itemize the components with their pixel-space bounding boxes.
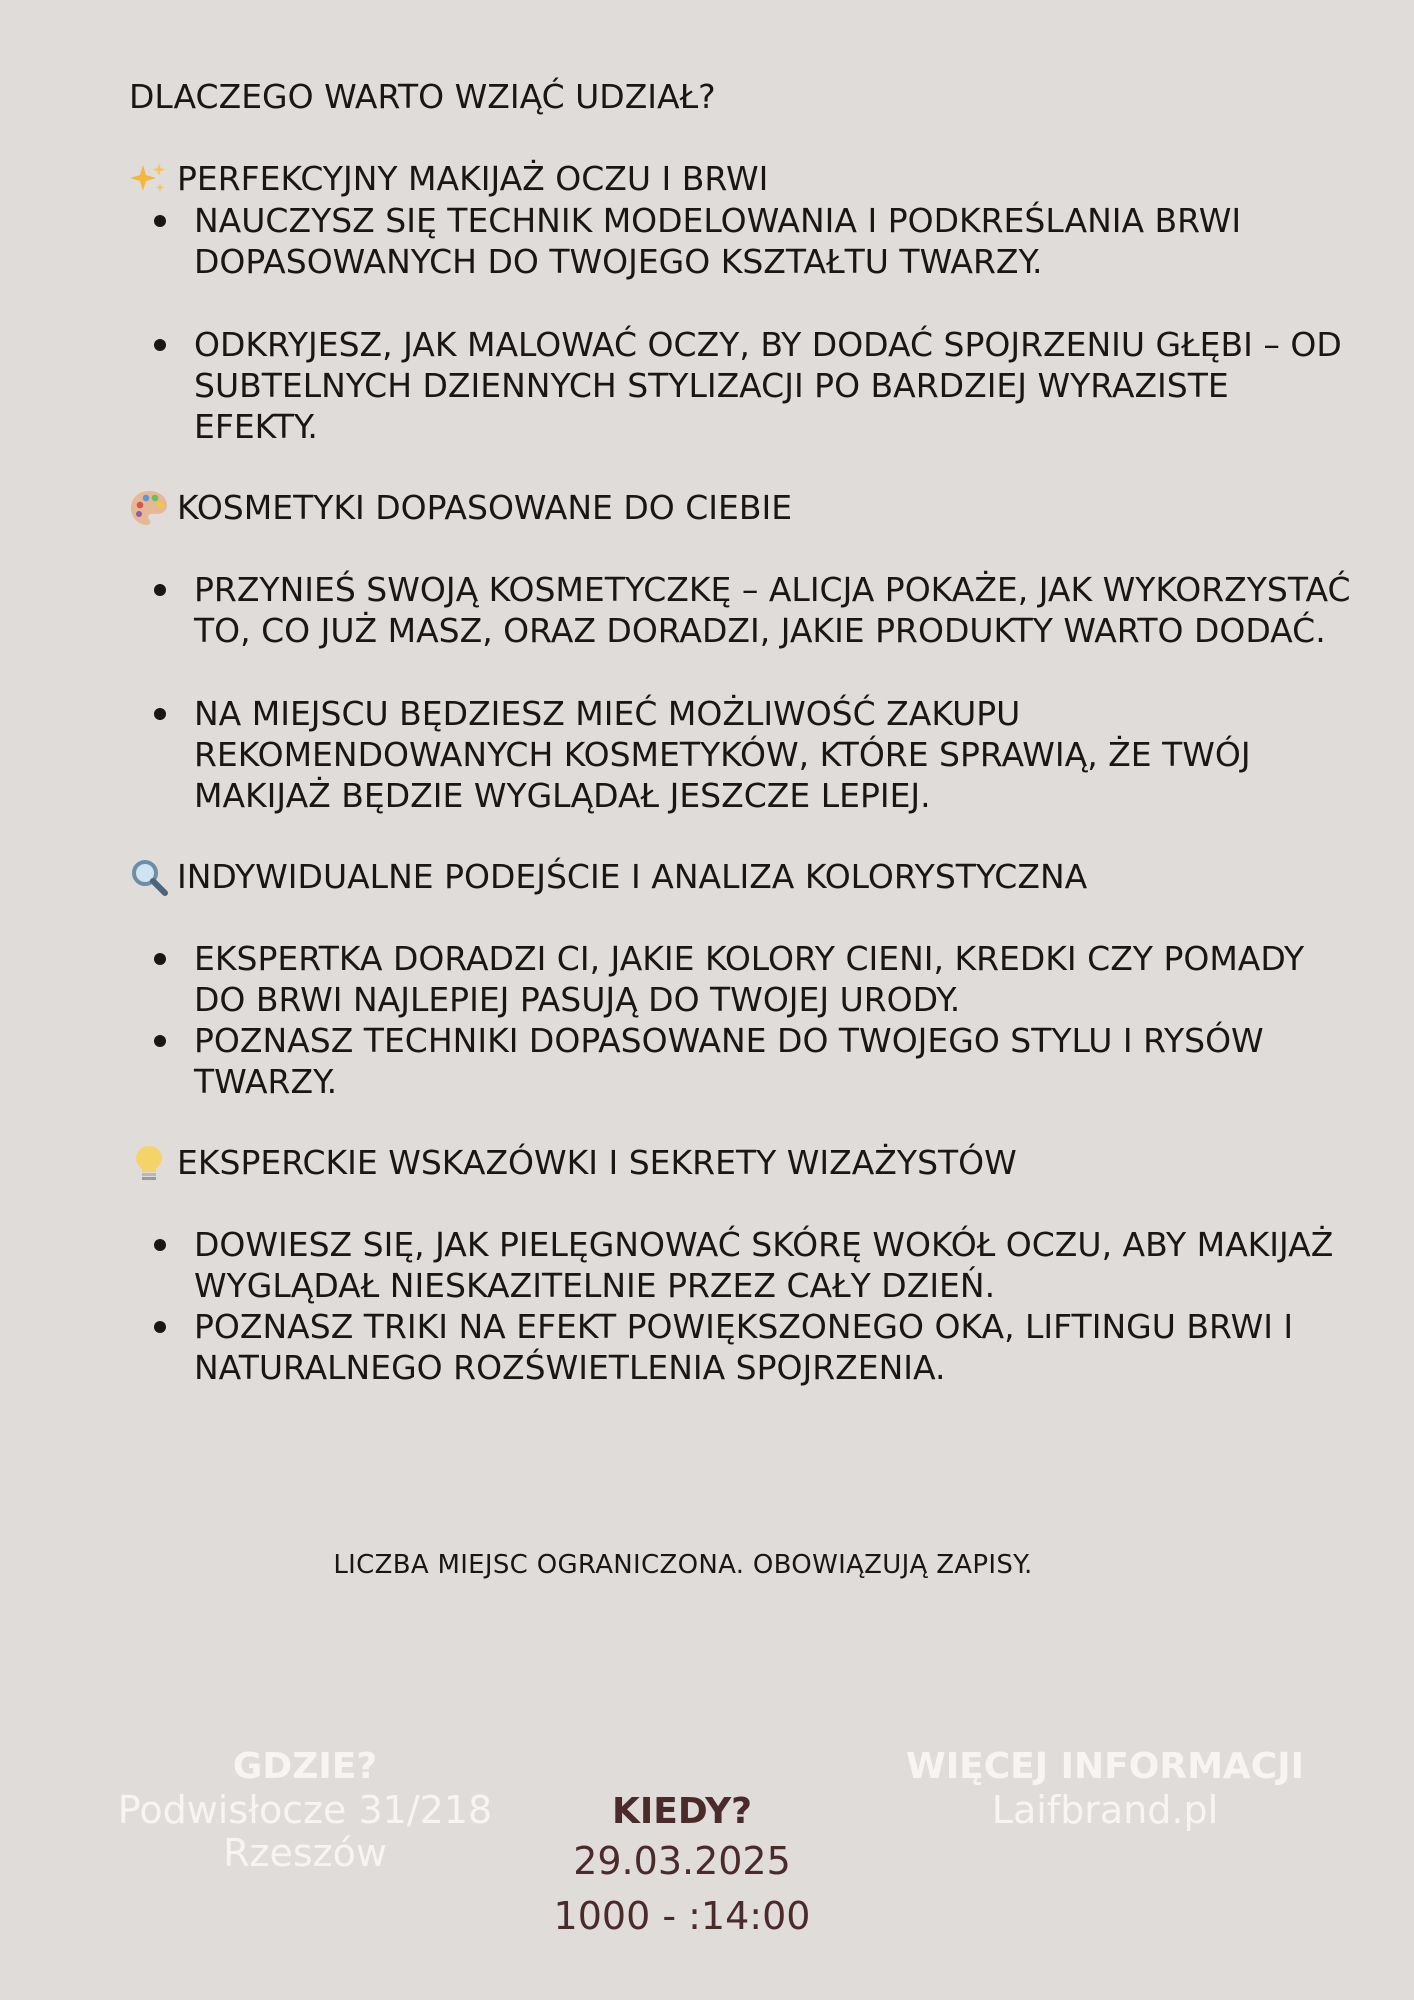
list-item-text: PRZYNIEŚ SWOJĄ KOSMETYCZKĘ – ALICJA POKAŻE, JAK WYKORZYSTAĆ TO, CO JUŻ MASZ, ORAZ DORADZI, JAKIE PRODUKTY WARTO DODAĆ. xyxy=(194,570,1351,650)
section-heading xyxy=(129,158,1359,200)
section-heading xyxy=(129,856,1359,898)
info-website-link[interactable]: Laifbrand.pl xyxy=(991,1788,1219,1832)
palette-icon xyxy=(129,488,169,528)
spacer xyxy=(129,447,1359,487)
section-title: INDYWIDUALNE PODEJŚCIE I ANALIZA KOLORYSTYCZNA xyxy=(177,857,1088,896)
bullet-dot xyxy=(154,708,166,720)
bullet-dot xyxy=(154,215,166,227)
section-cosmetics xyxy=(129,487,1359,816)
footer-where xyxy=(100,1745,510,1875)
list-item xyxy=(129,324,1359,447)
bullet-dot xyxy=(154,953,166,965)
where-label: GDZIE? xyxy=(232,1746,378,1787)
spacer xyxy=(129,1102,1359,1142)
bullet-dot xyxy=(154,584,166,596)
list-item-text: NA MIEJSCU BĘDZIESZ MIEĆ MOŻLIWOŚĆ ZAKUPU REKOMENDOWANYCH KOSMETYKÓW, KTÓRE SPRAWIĄ, ŻE TWÓJ MAKIJAŻ BĘDZIE WYGLĄDAŁ JESZCZE LEPIEJ. xyxy=(194,694,1251,815)
bullet-dot xyxy=(154,1239,166,1251)
list-item-text: POZNASZ TRIKI NA EFEKT POWIĘKSZONEGO OKA, LIFTINGU BRWI I NATURALNEGO ROZŚWIETLENIA SPOJRZENIA. xyxy=(194,1307,1294,1387)
event-date: 29.03.2025 xyxy=(573,1839,791,1883)
lightbulb-icon xyxy=(129,1143,169,1183)
list-item xyxy=(129,1224,1359,1306)
list-item xyxy=(129,1306,1359,1388)
list-item-text: POZNASZ TECHNIKI DOPASOWANE DO TWOJEGO STYLU I RYSÓW TWARZY. xyxy=(194,1021,1264,1101)
spacer xyxy=(129,816,1359,856)
when-label: KIEDY? xyxy=(611,1791,753,1832)
list-item xyxy=(129,938,1359,1020)
limited-seats-notice: LICZBA MIEJSC OGRANICZONA. OBOWIĄZUJĄ ZAPISY. xyxy=(333,1550,1033,1580)
section-title: PERFEKCYJNY MAKIJAŻ OCZU I BRWI xyxy=(177,159,769,198)
magnifier-icon xyxy=(129,857,169,897)
intro-heading: DLACZEGO WARTO WZIĄĆ UDZIAŁ? xyxy=(129,77,716,116)
event-time: 1000 - :14:00 xyxy=(553,1894,811,1938)
section-list xyxy=(129,1224,1359,1388)
list-item-text: EKSPERTKA DORADZI CI, JAKIE KOLORY CIENI, KREDKI CZY POMADY DO BRWI NAJLEPIEJ PASUJĄ DO TWOJEJ URODY. xyxy=(194,939,1305,1019)
list-item-text: ODKRYJESZ, JAK MALOWAĆ OCZY, BY DODAĆ SPOJRZENIU GŁĘBI – OD SUBTELNYCH DZIENNYCH STYLIZACJI PO BARDZIEJ WYRAZISTE EFEKTY. xyxy=(194,325,1342,446)
list-spacer xyxy=(129,651,1359,693)
section-list xyxy=(129,569,1359,816)
info-label: WIĘCEJ INFORMACJI xyxy=(906,1746,1304,1787)
where-address: Podwisłocze 31/218 xyxy=(117,1788,493,1832)
spacer xyxy=(129,898,1359,938)
list-spacer xyxy=(129,282,1359,324)
bullet-dot xyxy=(154,1321,166,1333)
footer-when xyxy=(480,1790,884,1944)
section-title: KOSMETYKI DOPASOWANE DO CIEBIE xyxy=(177,488,793,527)
spacer xyxy=(129,1184,1359,1224)
list-item-text: DOWIESZ SIĘ, JAK PIELĘGNOWAĆ SKÓRĘ WOKÓŁ OCZU, ABY MAKIJAŻ WYGLĄDAŁ NIESKAZITELNIE PRZEZ CAŁY DZIEŃ. xyxy=(194,1225,1334,1305)
bullet-dot xyxy=(154,339,166,351)
section-heading xyxy=(129,487,1359,529)
list-item xyxy=(129,569,1359,651)
section-title: EKSPERCKIE WSKAZÓWKI I SEKRETY WIZAŻYSTÓW xyxy=(177,1143,1017,1182)
section-heading xyxy=(129,1142,1359,1184)
list-item xyxy=(129,1020,1359,1102)
section-expert-tips xyxy=(129,1142,1359,1388)
list-item xyxy=(129,200,1359,282)
section-list xyxy=(129,200,1359,447)
footer-info xyxy=(860,1745,1350,1832)
flyer-content xyxy=(129,76,1359,1388)
section-eye-makeup xyxy=(129,158,1359,447)
where-city: Rzeszów xyxy=(223,1831,387,1875)
bullet-dot xyxy=(154,1035,166,1047)
section-list xyxy=(129,938,1359,1102)
sparkles-icon xyxy=(129,159,169,199)
section-color-analysis xyxy=(129,856,1359,1102)
list-item-text: NAUCZYSZ SIĘ TECHNIK MODELOWANIA I PODKREŚLANIA BRWI DOPASOWANYCH DO TWOJEGO KSZTAŁTU TWARZY. xyxy=(194,201,1242,281)
spacer xyxy=(129,529,1359,569)
list-item xyxy=(129,693,1359,816)
